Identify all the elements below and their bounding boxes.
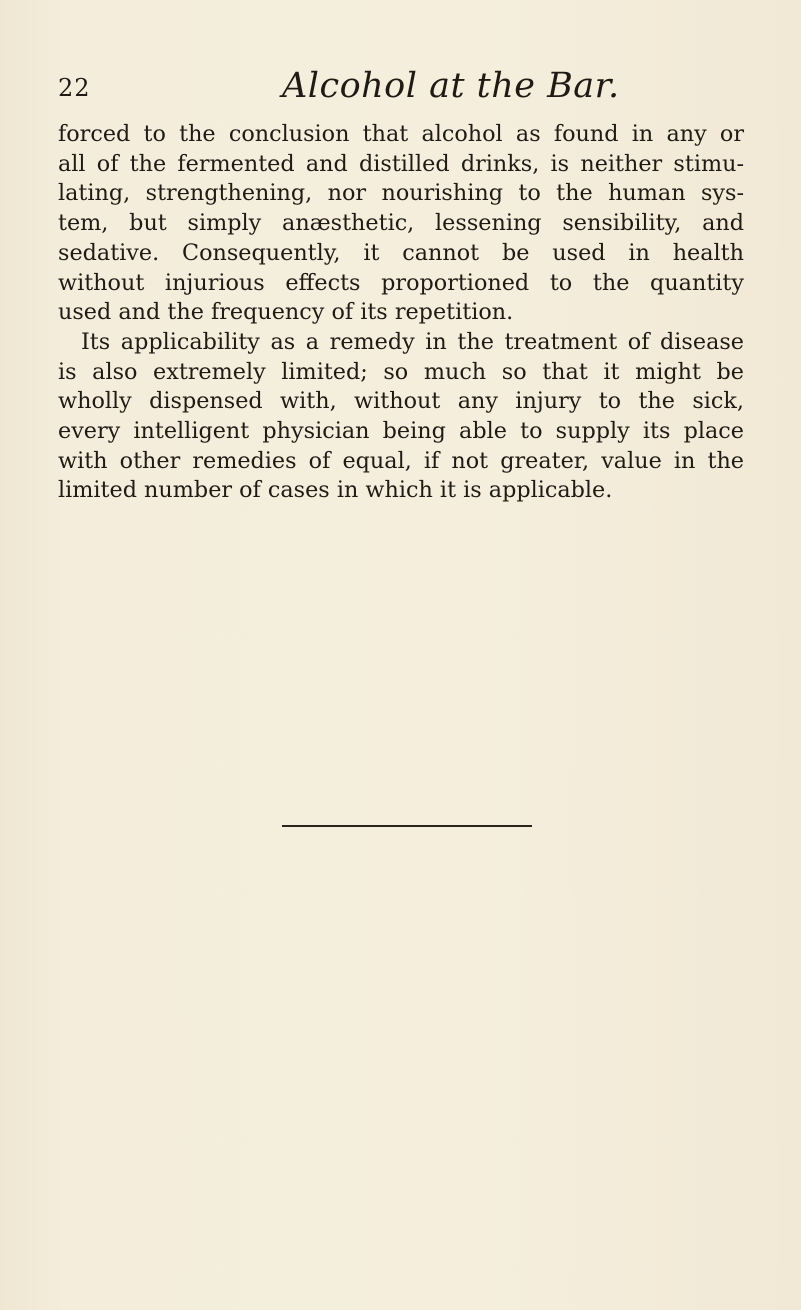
text-line: used and the frequency of its repetition. bbox=[58, 299, 514, 326]
section-divider-rule bbox=[282, 825, 532, 827]
text-line: lating, strengthening, nor nourishing to the human sys- bbox=[58, 180, 744, 207]
text-line: wholly dispensed with, without any injury to the sick, bbox=[58, 388, 744, 415]
text-line: limited number of cases in which it is applicable. bbox=[58, 477, 613, 504]
text-line: sedative. Consequently, it cannot be used in health bbox=[58, 239, 744, 266]
text-line: without injurious effects proportioned to the quantity bbox=[58, 269, 744, 296]
text-line: Its applicability as a remedy in the treatment of disease bbox=[81, 328, 744, 355]
page-header bbox=[58, 66, 744, 114]
text-line: is also extremely limited; so much so that it might be bbox=[58, 358, 744, 385]
text-line: with other remedies of equal, if not greater, value in the bbox=[58, 447, 744, 474]
text-line: forced to the conclusion that alcohol as found in any or bbox=[58, 121, 744, 147]
text-line: tem, but simply anæsthetic, lessening sensibility, and bbox=[58, 210, 744, 237]
text-line: every intelligent physician being able to supply its place bbox=[58, 418, 744, 445]
running-title: Alcohol at the Bar. bbox=[282, 66, 620, 106]
paragraph-2 bbox=[58, 328, 744, 506]
text-line: all of the fermented and distilled drinks, is neither stimu- bbox=[58, 150, 744, 177]
body-text bbox=[58, 120, 744, 506]
paragraph-1 bbox=[58, 120, 744, 328]
page-number: 22 bbox=[58, 74, 91, 102]
